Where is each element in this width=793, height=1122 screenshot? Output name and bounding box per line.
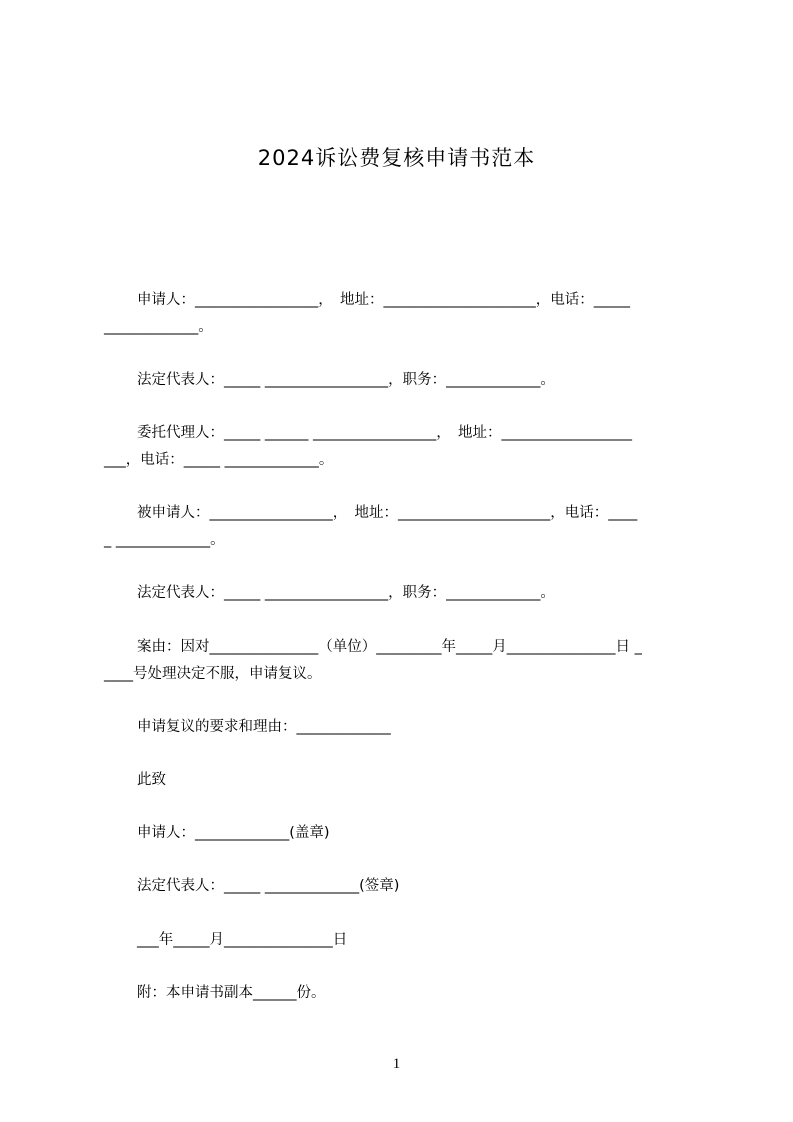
request-reason-paragraph (104, 714, 701, 741)
legal-representative-paragraph (104, 367, 701, 394)
respondent-legal-representative-line: 法定代表人：_____ _________________，职务：_____________。 (137, 585, 555, 601)
legal-representative-line: 法定代表人：_____ _________________，职务：_____________。 (137, 372, 555, 388)
attachment-line: 附：本申请书副本______份。 (137, 985, 326, 1001)
date-paragraph (104, 927, 701, 954)
applicant-line-2: _____________。 (104, 318, 213, 335)
attachment-paragraph (104, 980, 701, 1007)
agent-line-2: ___，电话：_____ _____________。 (104, 451, 334, 468)
case-reason-line-2: ____号处理决定不服，申请复议。 (104, 665, 322, 682)
page-number: 1 (392, 1056, 401, 1072)
document-title: 2024诉讼费复核申请书范本 (257, 146, 536, 170)
agent-line-1: 委托代理人：_____ ______ _________________， 地址：__________________ (137, 425, 632, 441)
respondent-paragraph (104, 500, 701, 553)
signature-applicant-paragraph (104, 820, 701, 847)
applicant-line-1: 申请人：_________________， 地址：_____________________，电话：_____ (137, 292, 630, 308)
agent-paragraph (104, 420, 701, 473)
applicant-paragraph (104, 287, 701, 340)
respondent-line-1: 被申请人：_________________， 地址：_____________________，电话：____ (137, 505, 638, 521)
signature-representative-line: 法定代表人：_____ _____________(签章) (137, 878, 400, 894)
signature-representative-paragraph (104, 873, 701, 900)
respondent-legal-representative-paragraph (104, 580, 701, 607)
signature-applicant-line: 申请人：_____________(盖章) (137, 825, 330, 841)
respondent-line-2: _ _____________。 (104, 531, 225, 548)
salutation-paragraph (104, 767, 701, 794)
case-reason-paragraph (104, 634, 701, 687)
case-reason-line-1: 案由：因对_______________（单位）_________年_____月_______________日 _ (137, 639, 642, 655)
date-line: ___年_____月_______________日 (137, 932, 348, 948)
salutation-line: 此致 (137, 772, 166, 788)
request-reason-line: 申请复议的要求和理由：_____________ (137, 719, 391, 735)
